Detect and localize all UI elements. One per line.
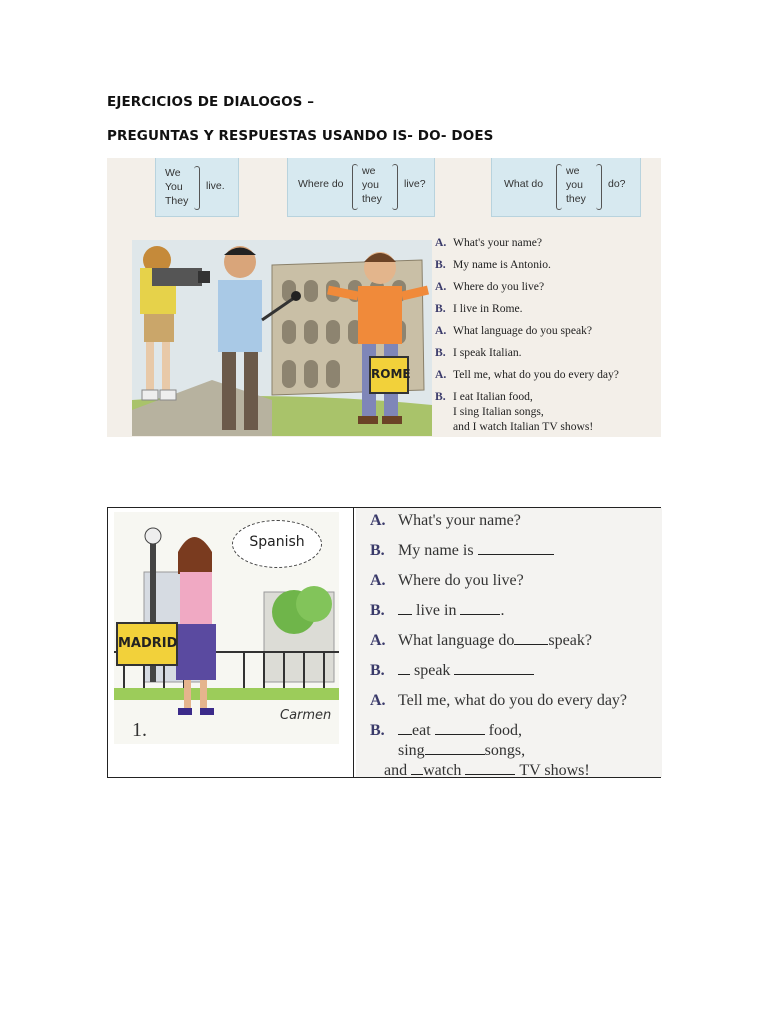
- pronoun: we: [362, 165, 376, 177]
- verb: do?: [608, 178, 626, 190]
- pronoun: They: [165, 195, 189, 207]
- answer-blank[interactable]: [398, 602, 412, 615]
- verb: live.: [206, 180, 225, 192]
- bubble-text: Spanish: [249, 534, 305, 550]
- dialog-line: B. I speak Italian.: [435, 346, 522, 359]
- dialog-line: I sing Italian songs,: [453, 405, 544, 418]
- answer-blank[interactable]: [425, 742, 485, 755]
- dialog-line: and watch TV shows!: [384, 762, 590, 779]
- dialog-line: B. My name is: [370, 542, 554, 560]
- question-prefix: Where do: [298, 178, 344, 190]
- answer-blank[interactable]: [435, 722, 485, 735]
- pronoun: You: [165, 181, 183, 193]
- brace-icon: [596, 164, 602, 210]
- dialog-line: B. My name is Antonio.: [435, 258, 551, 271]
- pronoun: We: [165, 167, 181, 179]
- rome-scene: [132, 240, 432, 436]
- speech-bubble: [232, 520, 322, 568]
- conjugation-box-2: [287, 158, 435, 217]
- sign-text: ROME: [371, 367, 411, 381]
- dialog-line: A. What language do speak?: [370, 632, 592, 649]
- pronoun: you: [362, 179, 379, 191]
- exercise-table: [107, 507, 661, 778]
- dialog-line: sing songs,: [398, 742, 526, 759]
- answer-blank[interactable]: [398, 722, 412, 735]
- answer-blank[interactable]: [398, 662, 410, 675]
- dialog-line: B. I live in Rome.: [435, 302, 523, 315]
- rome-sign: [369, 356, 409, 394]
- pronoun: we: [566, 165, 580, 177]
- conjugation-box-1: [155, 158, 239, 217]
- pronoun: they: [566, 193, 586, 205]
- table-divider: [353, 508, 354, 777]
- answer-blank[interactable]: [478, 542, 554, 555]
- dialog-line: A. What's your name?: [435, 236, 543, 249]
- worksheet-title: EJERCICIOS DE DIALOGOS –: [107, 94, 315, 110]
- brace-icon: [556, 164, 562, 210]
- answer-blank[interactable]: [411, 762, 423, 775]
- question-prefix: What do: [504, 178, 544, 190]
- dialog-line: A. Where do you live?: [370, 572, 524, 589]
- brace-icon: [194, 166, 200, 210]
- dialog-line: A. What language do you speak?: [435, 324, 593, 337]
- dialog-line: and I watch Italian TV shows!: [453, 420, 594, 433]
- answer-blank[interactable]: [460, 602, 500, 615]
- exercise-dialog-panel: [356, 508, 662, 777]
- brace-icon: [392, 164, 398, 210]
- dialog-line: B. eat food,: [370, 722, 522, 739]
- dialog-line: B. speak: [370, 662, 534, 680]
- dialog-line: A. Tell me, what do you do every day?: [435, 368, 619, 381]
- verb: live?: [404, 178, 426, 190]
- conjugation-box-3: [491, 158, 641, 217]
- example-illustration: [107, 158, 661, 437]
- exercise-number: 1.: [132, 719, 147, 741]
- answer-blank[interactable]: [465, 762, 515, 775]
- pronoun: they: [362, 193, 382, 205]
- answer-blank[interactable]: [514, 632, 548, 645]
- exercise-illustration: [114, 512, 339, 744]
- dialog-line: A. Tell me, what do you do every day?: [370, 692, 628, 709]
- pronoun: you: [566, 179, 583, 191]
- dialog-line: B. live in .: [370, 602, 505, 619]
- worksheet-subtitle: PREGUNTAS Y RESPUESTAS USANDO IS- DO- DOES: [107, 128, 494, 144]
- sign-text: MADRID: [118, 636, 178, 651]
- dialog-line: A. What's your name?: [370, 512, 521, 529]
- character-name: Carmen: [280, 708, 332, 723]
- madrid-sign: [116, 622, 178, 666]
- answer-blank[interactable]: [454, 662, 534, 675]
- dialog-line: A. Where do you live?: [435, 280, 545, 293]
- dialog-line: B. I eat Italian food,: [435, 390, 533, 403]
- brace-icon: [352, 164, 358, 210]
